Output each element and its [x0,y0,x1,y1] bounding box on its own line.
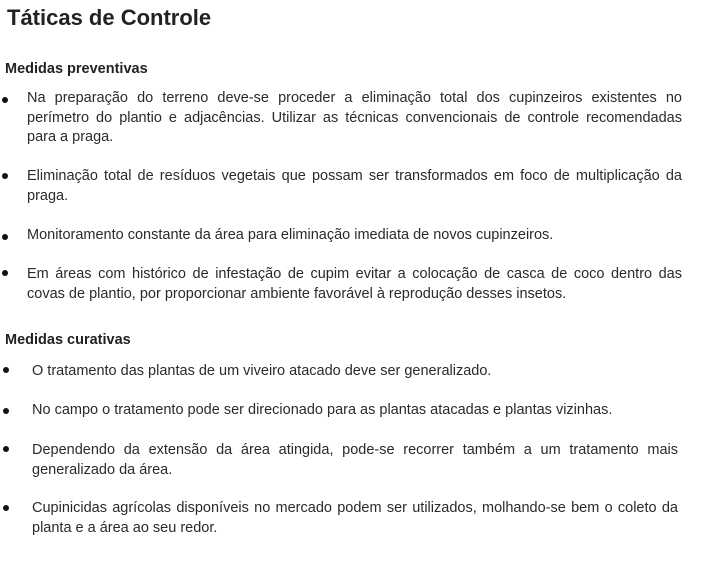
list-item-text: Cupinicidas agrícolas disponíveis no mercado podem ser utilizados, molhando-se bem o coleto da planta e a área ao seu redor. [32,500,678,536]
page-title: Táticas de Controle [7,5,212,30]
bullet-icon [3,367,9,373]
bullet-icon [2,97,8,103]
section-heading-preventivas: Medidas preventivas [5,61,148,77]
bullet-icon [3,505,9,511]
list-item-text: Eliminação total de resíduos vegetais que possam ser transformados em foco de multiplicação da praga. [27,168,682,204]
list-item-text: Na preparação do terreno deve-se proceder a eliminação total dos cupinzeiros existentes no perímetro do plantio e adjacências. Utilizar as técnicas convencionais de controle recomendadas para a praga. [27,90,682,145]
bullet-icon [2,234,8,240]
list-item-text: Em áreas com histórico de infestação de cupim evitar a colocação de casca de coco dentro das covas de plantio, por proporcionar ambiente favorável à reprodução desses insetos. [27,266,682,302]
section-heading-curativas: Medidas curativas [5,332,131,348]
bullet-icon [3,446,9,452]
bullet-icon [3,408,9,414]
list-item-text: O tratamento das plantas de um viveiro atacado deve ser generalizado. [32,363,492,379]
list-item-text: Monitoramento constante da área para eliminação imediata de novos cupinzeiros. [27,227,554,243]
list-item-text: Dependendo da extensão da área atingida, pode-se recorrer também a um tratamento mais generalizado da área. [32,442,678,478]
list-item-text: No campo o tratamento pode ser direcionado para as plantas atacadas e plantas vizinhas. [32,402,613,418]
bullet-icon [2,270,8,276]
bullet-icon [2,173,8,179]
